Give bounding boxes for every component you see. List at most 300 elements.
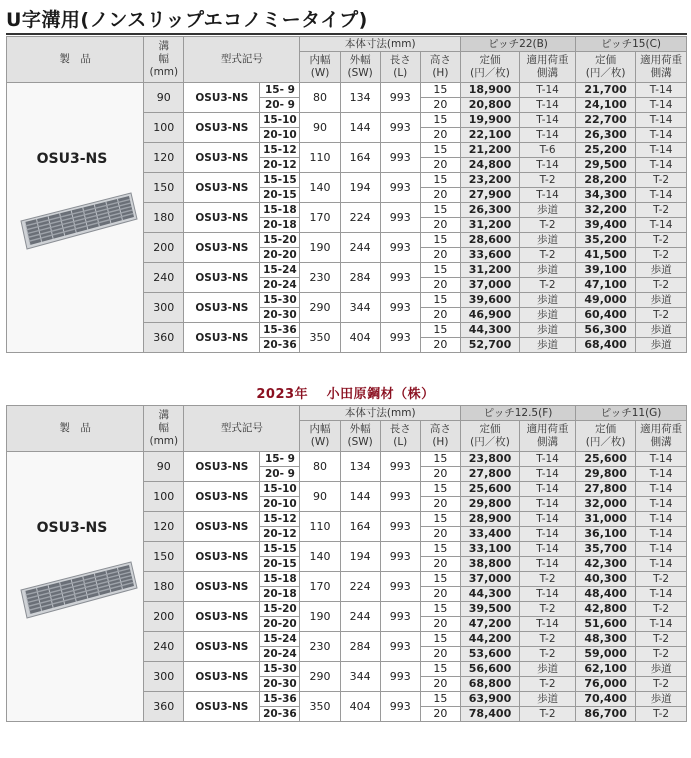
inner-width: 170 — [300, 572, 340, 602]
header-product: 製 品 — [7, 37, 144, 83]
price-a: 68,800 — [460, 677, 519, 692]
load-a: T-2 — [520, 248, 576, 263]
channel-width: 180 — [144, 203, 184, 233]
header-load-b: 適用荷重 側溝 — [636, 421, 687, 452]
channel-width: 240 — [144, 632, 184, 662]
height: 15 — [420, 602, 460, 617]
inner-width: 80 — [300, 83, 340, 113]
header-price-a: 定価 (円／枚) — [460, 52, 519, 83]
price-b: 68,400 — [576, 338, 636, 353]
load-b: T-14 — [636, 128, 687, 143]
height: 15 — [420, 662, 460, 677]
height: 20 — [420, 557, 460, 572]
channel-width: 200 — [144, 233, 184, 263]
inner-width: 90 — [300, 113, 340, 143]
length: 993 — [380, 263, 420, 293]
length: 993 — [380, 113, 420, 143]
outer-width: 194 — [340, 173, 380, 203]
height: 20 — [420, 617, 460, 632]
product-cell — [7, 452, 144, 722]
price-b: 40,300 — [576, 572, 636, 587]
height: 20 — [420, 527, 460, 542]
price-a: 56,600 — [460, 662, 519, 677]
load-a: T-2 — [520, 602, 576, 617]
load-b: T-14 — [636, 482, 687, 497]
load-b: T-2 — [636, 308, 687, 323]
load-b: T-14 — [636, 617, 687, 632]
price-b: 25,600 — [576, 452, 636, 467]
price-b: 27,800 — [576, 482, 636, 497]
length: 993 — [380, 323, 420, 353]
header-channel-width: 溝 幅 (mm) — [144, 37, 184, 83]
height: 15 — [420, 542, 460, 557]
load-b: T-14 — [636, 113, 687, 128]
channel-width: 360 — [144, 692, 184, 722]
price-b: 39,400 — [576, 218, 636, 233]
price-a: 23,800 — [460, 452, 519, 467]
channel-width: 120 — [144, 143, 184, 173]
height: 15 — [420, 263, 460, 278]
load-b: T-2 — [636, 647, 687, 662]
channel-width: 100 — [144, 482, 184, 512]
model-suffix: 15-15 — [260, 542, 300, 557]
model-suffix: 15-12 — [260, 143, 300, 158]
load-a: T-14 — [520, 542, 576, 557]
price-b: 32,000 — [576, 497, 636, 512]
header-load-a: 適用荷重 側溝 — [520, 52, 576, 83]
inner-width: 80 — [300, 452, 340, 482]
model-suffix: 20-30 — [260, 677, 300, 692]
outer-width: 344 — [340, 662, 380, 692]
model-code: OSU3-NS — [184, 263, 260, 293]
height: 15 — [420, 173, 460, 188]
load-b: T-14 — [636, 143, 687, 158]
height: 15 — [420, 452, 460, 467]
outer-width: 134 — [340, 452, 380, 482]
load-a: 歩道 — [520, 263, 576, 278]
load-a: T-14 — [520, 188, 576, 203]
price-b: 47,100 — [576, 278, 636, 293]
price-a: 63,900 — [460, 692, 519, 707]
price-b: 51,600 — [576, 617, 636, 632]
length: 993 — [380, 482, 420, 512]
height: 20 — [420, 497, 460, 512]
price-b: 76,000 — [576, 677, 636, 692]
header-outer-width: 外幅 (SW) — [340, 52, 380, 83]
price-b: 29,800 — [576, 467, 636, 482]
header-body-dimensions: 本体寸法(mm) — [300, 406, 460, 421]
load-b: 歩道 — [636, 323, 687, 338]
model-code: OSU3-NS — [184, 143, 260, 173]
model-suffix: 20-15 — [260, 557, 300, 572]
inner-width: 190 — [300, 602, 340, 632]
price-a: 37,000 — [460, 572, 519, 587]
load-a: T-14 — [520, 452, 576, 467]
model-suffix: 15-10 — [260, 482, 300, 497]
height: 15 — [420, 512, 460, 527]
model-code: OSU3-NS — [184, 692, 260, 722]
load-b: T-14 — [636, 218, 687, 233]
price-a: 38,800 — [460, 557, 519, 572]
height: 20 — [420, 158, 460, 173]
model-suffix: 15-20 — [260, 602, 300, 617]
length: 993 — [380, 173, 420, 203]
model-suffix: 20-24 — [260, 647, 300, 662]
price-a: 29,800 — [460, 497, 519, 512]
outer-width: 134 — [340, 83, 380, 113]
channel-width: 360 — [144, 323, 184, 353]
length: 993 — [380, 293, 420, 323]
price-b: 42,800 — [576, 602, 636, 617]
model-code: OSU3-NS — [184, 83, 260, 113]
price-a: 78,400 — [460, 707, 519, 722]
price-a: 39,500 — [460, 602, 519, 617]
model-suffix: 20-18 — [260, 587, 300, 602]
load-a: 歩道 — [520, 308, 576, 323]
price-b: 24,100 — [576, 98, 636, 113]
load-a: T-2 — [520, 632, 576, 647]
height: 20 — [420, 338, 460, 353]
length: 993 — [380, 542, 420, 572]
price-a: 28,600 — [460, 233, 519, 248]
model-suffix: 15-18 — [260, 572, 300, 587]
price-b: 39,100 — [576, 263, 636, 278]
load-a: T-14 — [520, 527, 576, 542]
price-b: 62,100 — [576, 662, 636, 677]
outer-width: 224 — [340, 572, 380, 602]
model-suffix: 15-24 — [260, 632, 300, 647]
header-length: 長さ (L) — [380, 421, 420, 452]
outer-width: 194 — [340, 542, 380, 572]
outer-width: 404 — [340, 323, 380, 353]
header-height: 高さ (H) — [420, 421, 460, 452]
model-code: OSU3-NS — [184, 173, 260, 203]
load-b: T-14 — [636, 542, 687, 557]
model-code: OSU3-NS — [184, 113, 260, 143]
price-b: 49,000 — [576, 293, 636, 308]
price-a: 21,200 — [460, 143, 519, 158]
header-pitch-a: ピッチ12.5(F) — [460, 406, 575, 421]
model-suffix: 20-20 — [260, 248, 300, 263]
model-suffix: 15-36 — [260, 692, 300, 707]
price-a: 22,100 — [460, 128, 519, 143]
channel-width: 90 — [144, 452, 184, 482]
load-b: 歩道 — [636, 692, 687, 707]
load-a: T-14 — [520, 128, 576, 143]
price-a: 44,300 — [460, 323, 519, 338]
load-b: 歩道 — [636, 263, 687, 278]
model-code: OSU3-NS — [184, 512, 260, 542]
load-b: 歩道 — [636, 662, 687, 677]
price-a: 27,900 — [460, 188, 519, 203]
price-a: 52,700 — [460, 338, 519, 353]
model-suffix: 20-36 — [260, 707, 300, 722]
height: 20 — [420, 98, 460, 113]
table-row — [7, 83, 687, 98]
header-model: 型式記号 — [184, 406, 300, 452]
header-body-dimensions: 本体寸法(mm) — [300, 37, 460, 52]
outer-width: 284 — [340, 263, 380, 293]
inner-width: 290 — [300, 293, 340, 323]
model-code: OSU3-NS — [184, 602, 260, 632]
length: 993 — [380, 83, 420, 113]
price-a: 25,600 — [460, 482, 519, 497]
channel-width: 200 — [144, 602, 184, 632]
channel-width: 150 — [144, 173, 184, 203]
channel-width: 120 — [144, 512, 184, 542]
price-b: 59,000 — [576, 647, 636, 662]
price-b: 70,400 — [576, 692, 636, 707]
header-pitch-b: ピッチ15(C) — [576, 37, 687, 52]
price-b: 34,300 — [576, 188, 636, 203]
price-b: 25,200 — [576, 143, 636, 158]
model-code: OSU3-NS — [184, 203, 260, 233]
channel-width: 300 — [144, 293, 184, 323]
load-b: T-2 — [636, 248, 687, 263]
header-outer-width: 外幅 (SW) — [340, 421, 380, 452]
model-suffix: 15-30 — [260, 293, 300, 308]
load-a: 歩道 — [520, 293, 576, 308]
price-b: 35,200 — [576, 233, 636, 248]
model-suffix: 20-24 — [260, 278, 300, 293]
price-a: 31,200 — [460, 263, 519, 278]
load-b: T-14 — [636, 497, 687, 512]
load-b: T-2 — [636, 233, 687, 248]
load-b: T-14 — [636, 527, 687, 542]
header-height: 高さ (H) — [420, 52, 460, 83]
model-suffix: 15- 9 — [260, 452, 300, 467]
inner-width: 110 — [300, 512, 340, 542]
price-a: 33,600 — [460, 248, 519, 263]
load-a: T-2 — [520, 218, 576, 233]
header-length: 長さ (L) — [380, 52, 420, 83]
model-code: OSU3-NS — [184, 323, 260, 353]
load-a: 歩道 — [520, 203, 576, 218]
load-b: T-2 — [636, 278, 687, 293]
price-a: 27,800 — [460, 467, 519, 482]
price-a: 18,900 — [460, 83, 519, 98]
price-b: 48,400 — [576, 587, 636, 602]
product-cell — [7, 83, 144, 353]
height: 20 — [420, 467, 460, 482]
model-code: OSU3-NS — [184, 233, 260, 263]
model-suffix: 20-10 — [260, 128, 300, 143]
channel-width: 300 — [144, 662, 184, 692]
height: 20 — [420, 587, 460, 602]
model-code: OSU3-NS — [184, 572, 260, 602]
model-suffix: 15-20 — [260, 233, 300, 248]
price-a: 44,200 — [460, 632, 519, 647]
load-b: T-2 — [636, 632, 687, 647]
inner-width: 350 — [300, 323, 340, 353]
model-suffix: 20-12 — [260, 158, 300, 173]
height: 15 — [420, 482, 460, 497]
price-b: 60,400 — [576, 308, 636, 323]
outer-width: 224 — [340, 203, 380, 233]
price-a: 26,300 — [460, 203, 519, 218]
header-price-b: 定価 (円／枚) — [576, 421, 636, 452]
length: 993 — [380, 143, 420, 173]
load-b: T-14 — [636, 452, 687, 467]
price-a: 28,900 — [460, 512, 519, 527]
price-b: 21,700 — [576, 83, 636, 98]
length: 993 — [380, 233, 420, 263]
price-a: 24,800 — [460, 158, 519, 173]
price-a: 20,800 — [460, 98, 519, 113]
height: 15 — [420, 83, 460, 98]
height: 20 — [420, 248, 460, 263]
inner-width: 290 — [300, 662, 340, 692]
product-name: OSU3-NS — [36, 151, 108, 167]
outer-width: 284 — [340, 632, 380, 662]
height: 20 — [420, 308, 460, 323]
model-suffix: 20-12 — [260, 527, 300, 542]
model-suffix: 20- 9 — [260, 98, 300, 113]
header-inner-width: 内幅 (W) — [300, 52, 340, 83]
model-suffix: 15- 9 — [260, 83, 300, 98]
load-a: 歩道 — [520, 662, 576, 677]
length: 993 — [380, 452, 420, 482]
load-b: T-2 — [636, 602, 687, 617]
load-a: T-2 — [520, 707, 576, 722]
channel-width: 180 — [144, 572, 184, 602]
grating-product-image — [19, 560, 139, 622]
header-pitch-b: ピッチ11(G) — [576, 406, 687, 421]
price-b: 28,200 — [576, 173, 636, 188]
model-suffix: 20-15 — [260, 188, 300, 203]
price-b: 42,300 — [576, 557, 636, 572]
header-price-b: 定価 (円／枚) — [576, 52, 636, 83]
load-a: T-14 — [520, 98, 576, 113]
header-channel-width: 溝 幅 (mm) — [144, 406, 184, 452]
model-suffix: 15-18 — [260, 203, 300, 218]
load-b: T-2 — [636, 572, 687, 587]
load-a: 歩道 — [520, 692, 576, 707]
load-a: T-2 — [520, 647, 576, 662]
inner-width: 170 — [300, 203, 340, 233]
header-price-a: 定価 (円／枚) — [460, 421, 519, 452]
price-b: 36,100 — [576, 527, 636, 542]
height: 15 — [420, 692, 460, 707]
height: 20 — [420, 647, 460, 662]
height: 15 — [420, 233, 460, 248]
load-a: T-14 — [520, 467, 576, 482]
load-b: T-14 — [636, 158, 687, 173]
inner-width: 90 — [300, 482, 340, 512]
height: 20 — [420, 278, 460, 293]
load-b: T-14 — [636, 98, 687, 113]
price-a: 31,200 — [460, 218, 519, 233]
height: 20 — [420, 128, 460, 143]
header-load-a: 適用荷重 側溝 — [520, 421, 576, 452]
model-suffix: 20-36 — [260, 338, 300, 353]
model-suffix: 20-10 — [260, 497, 300, 512]
load-b: T-2 — [636, 677, 687, 692]
load-a: 歩道 — [520, 338, 576, 353]
price-b: 22,700 — [576, 113, 636, 128]
price-a: 46,900 — [460, 308, 519, 323]
price-b: 86,700 — [576, 707, 636, 722]
price-b: 26,300 — [576, 128, 636, 143]
height: 15 — [420, 293, 460, 308]
load-a: T-14 — [520, 617, 576, 632]
model-suffix: 15-15 — [260, 173, 300, 188]
model-code: OSU3-NS — [184, 293, 260, 323]
load-a: T-14 — [520, 497, 576, 512]
channel-width: 240 — [144, 263, 184, 293]
load-b: 歩道 — [636, 293, 687, 308]
title-rule — [6, 33, 687, 35]
inner-width: 230 — [300, 632, 340, 662]
page-title: U字溝用(ノンスリップエコノミータイプ) — [6, 9, 368, 31]
price-b: 35,700 — [576, 542, 636, 557]
inner-width: 110 — [300, 143, 340, 173]
load-a: T-14 — [520, 113, 576, 128]
load-a: T-2 — [520, 677, 576, 692]
header-pitch-a: ピッチ22(B) — [460, 37, 575, 52]
price-b: 41,500 — [576, 248, 636, 263]
load-a: 歩道 — [520, 233, 576, 248]
product-name: OSU3-NS — [36, 520, 108, 536]
model-suffix: 15-36 — [260, 323, 300, 338]
price-a: 33,400 — [460, 527, 519, 542]
price-a: 37,000 — [460, 278, 519, 293]
height: 15 — [420, 572, 460, 587]
price-a: 47,200 — [460, 617, 519, 632]
load-a: 歩道 — [520, 323, 576, 338]
header-inner-width: 内幅 (W) — [300, 421, 340, 452]
height: 20 — [420, 707, 460, 722]
load-a: T-14 — [520, 158, 576, 173]
model-code: OSU3-NS — [184, 542, 260, 572]
inner-width: 350 — [300, 692, 340, 722]
load-a: T-2 — [520, 173, 576, 188]
height: 15 — [420, 143, 460, 158]
model-suffix: 15-24 — [260, 263, 300, 278]
model-suffix: 15-30 — [260, 662, 300, 677]
caption-year-company: 2023年 小田原鋼材（株） — [256, 387, 435, 402]
load-b: T-14 — [636, 83, 687, 98]
height: 20 — [420, 677, 460, 692]
load-b: T-14 — [636, 557, 687, 572]
price-a: 19,900 — [460, 113, 519, 128]
price-b: 48,300 — [576, 632, 636, 647]
load-b: T-2 — [636, 173, 687, 188]
load-b: T-2 — [636, 707, 687, 722]
price-a: 23,200 — [460, 173, 519, 188]
outer-width: 344 — [340, 293, 380, 323]
price-a: 33,100 — [460, 542, 519, 557]
price-b: 31,000 — [576, 512, 636, 527]
model-suffix: 20-20 — [260, 617, 300, 632]
height: 20 — [420, 188, 460, 203]
price-table — [6, 36, 687, 353]
inner-width: 140 — [300, 173, 340, 203]
length: 993 — [380, 512, 420, 542]
channel-width: 100 — [144, 113, 184, 143]
model-suffix: 15-12 — [260, 512, 300, 527]
inner-width: 190 — [300, 233, 340, 263]
length: 993 — [380, 572, 420, 602]
load-b: T-14 — [636, 467, 687, 482]
length: 993 — [380, 632, 420, 662]
table-row — [7, 452, 687, 467]
price-a: 39,600 — [460, 293, 519, 308]
price-a: 53,600 — [460, 647, 519, 662]
channel-width: 90 — [144, 83, 184, 113]
length: 993 — [380, 662, 420, 692]
load-b: T-14 — [636, 512, 687, 527]
